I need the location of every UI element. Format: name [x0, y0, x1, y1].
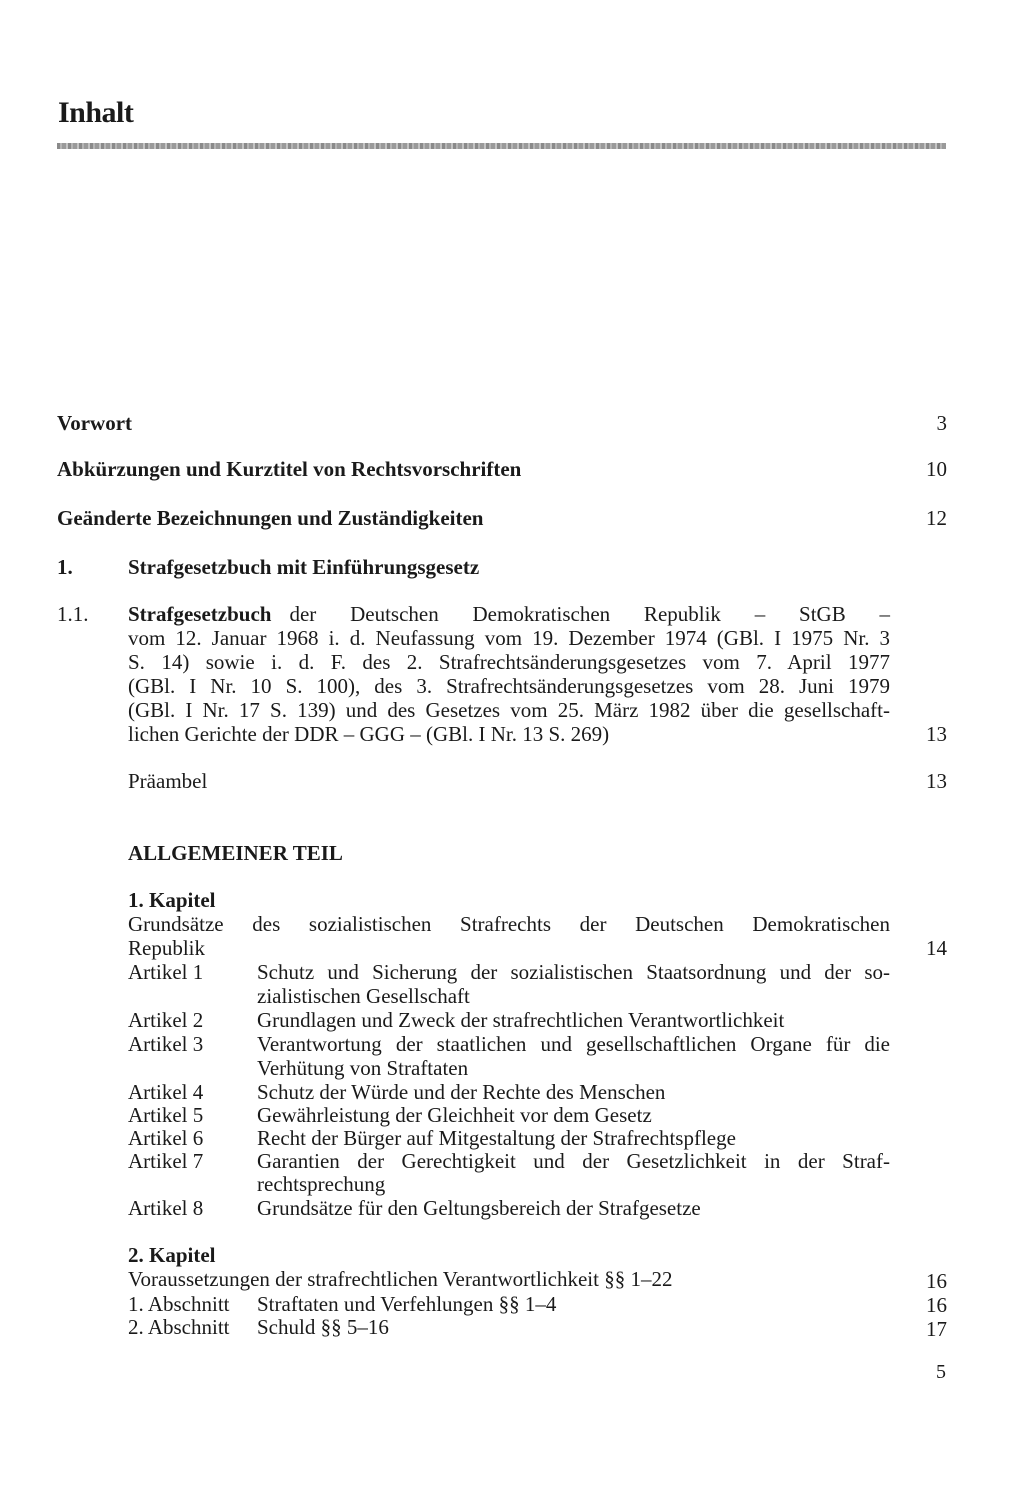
toc-section11-line6: lichen Gerichte der DDR – GGG – (GBl. I Nr. 13 S. 269) [128, 722, 610, 746]
article-label: Artikel 8 [128, 1196, 204, 1220]
toc-section11-number: 1.1. [57, 602, 89, 626]
toc-praeambel-label[interactable]: Präambel [128, 769, 208, 793]
article-label: Artikel 2 [128, 1008, 204, 1032]
abschnitt-label: 1. Abschnitt [128, 1292, 230, 1316]
article-text[interactable]: Garantien der Gerechtigkeit und der Gesetzlichkeit in der Straf- [257, 1149, 890, 1173]
toc-section11-line5: (GBl. I Nr. 17 S. 139) und des Gesetzes vom 25. März 1982 über die gesellschaft- [128, 698, 890, 722]
article-text: rechtsprechung [257, 1172, 386, 1196]
toc-abkuerzungen-label[interactable]: Abkürzungen und Kurztitel von Rechtsvorschriften [57, 457, 522, 481]
toc-praeambel-page: 13 [926, 769, 947, 793]
toc-kapitel1-page: 14 [926, 936, 947, 960]
toc-section11-line3: S. 14) sowie i. d. F. des 2. Strafrechtsänderungsgesetzes vom 7. April 1977 [128, 650, 890, 674]
toc-kapitel2-page: 16 [926, 1269, 947, 1293]
toc-section11-page: 13 [926, 722, 947, 746]
toc-kapitel2-heading[interactable]: 2. Kapitel [128, 1243, 216, 1267]
article-text[interactable]: Schutz der Würde und der Rechte des Menschen [257, 1080, 666, 1104]
article-text: zialistischen Gesellschaft [257, 984, 470, 1008]
toc-allgemeiner-teil[interactable]: ALLGEMEINER TEIL [128, 841, 343, 865]
article-text[interactable]: Grundlagen und Zweck der strafrechtlichen Verantwortlichkeit [257, 1008, 785, 1032]
article-label: Artikel 4 [128, 1080, 204, 1104]
toc-abkuerzungen-page: 10 [926, 457, 947, 481]
abschnitt-page: 16 [926, 1293, 947, 1317]
article-label: Artikel 1 [128, 960, 204, 984]
page-title: Inhalt [58, 96, 134, 129]
abschnitt-page: 17 [926, 1317, 947, 1341]
toc-kapitel1-title-line2: Republik [128, 936, 205, 960]
toc-kapitel1-title-line1: Grundsätze des sozialistischen Strafrechts der Deutschen Demokratischen [128, 912, 890, 936]
toc-section1-label[interactable]: Strafgesetzbuch mit Einführungsgesetz [128, 555, 480, 579]
toc-section1-number: 1. [57, 555, 73, 579]
abschnitt-text[interactable]: Straftaten und Verfehlungen §§ 1–4 [257, 1292, 557, 1316]
article-text[interactable]: Recht der Bürger auf Mitgestaltung der Strafrechtspflege [257, 1126, 736, 1150]
toc-section11-line2: vom 12. Januar 1968 i. d. Neufassung vom 19. Dezember 1974 (GBl. I 1975 Nr. 3 [128, 626, 890, 650]
toc-section11-line4: (GBl. I Nr. 10 S. 100), des 3. Strafrechtsänderungsgesetzes vom 28. Juni 1979 [128, 674, 890, 698]
toc-kapitel2-title[interactable]: Voraussetzungen der strafrechtlichen Verantwortlichkeit §§ 1–22 [128, 1267, 673, 1291]
article-label: Artikel 6 [128, 1126, 204, 1150]
toc-section11-line1-rest: der Deutschen Demokratischen Republik – StGB – [289, 602, 890, 626]
page-number: 5 [936, 1361, 946, 1383]
toc-geaenderte-label[interactable]: Geänderte Bezeichnungen und Zuständigkeiten [57, 506, 484, 530]
toc-section11-line1[interactable] [128, 602, 890, 626]
title-rule [57, 143, 946, 149]
article-label: Artikel 7 [128, 1149, 204, 1173]
toc-kapitel1-heading[interactable]: 1. Kapitel [128, 888, 216, 912]
article-text[interactable]: Grundsätze für den Geltungsbereich der Strafgesetze [257, 1196, 701, 1220]
toc-geaenderte-page: 12 [926, 506, 947, 530]
abschnitt-label: 2. Abschnitt [128, 1315, 230, 1339]
article-text[interactable]: Gewährleistung der Gleichheit vor dem Gesetz [257, 1103, 652, 1127]
article-text: Verhütung von Straftaten [257, 1056, 469, 1080]
toc-vorwort-page: 3 [936, 411, 947, 435]
article-label: Artikel 5 [128, 1103, 204, 1127]
abschnitt-text[interactable]: Schuld §§ 5–16 [257, 1315, 389, 1339]
article-text[interactable]: Verantwortung der staatlichen und gesellschaftlichen Organe für die [257, 1032, 890, 1056]
toc-vorwort-label[interactable]: Vorwort [57, 411, 133, 435]
toc-section11-bold: Strafgesetzbuch [128, 602, 272, 626]
article-text[interactable]: Schutz und Sicherung der sozialistischen Staatsordnung und der so- [257, 960, 890, 984]
article-label: Artikel 3 [128, 1032, 204, 1056]
